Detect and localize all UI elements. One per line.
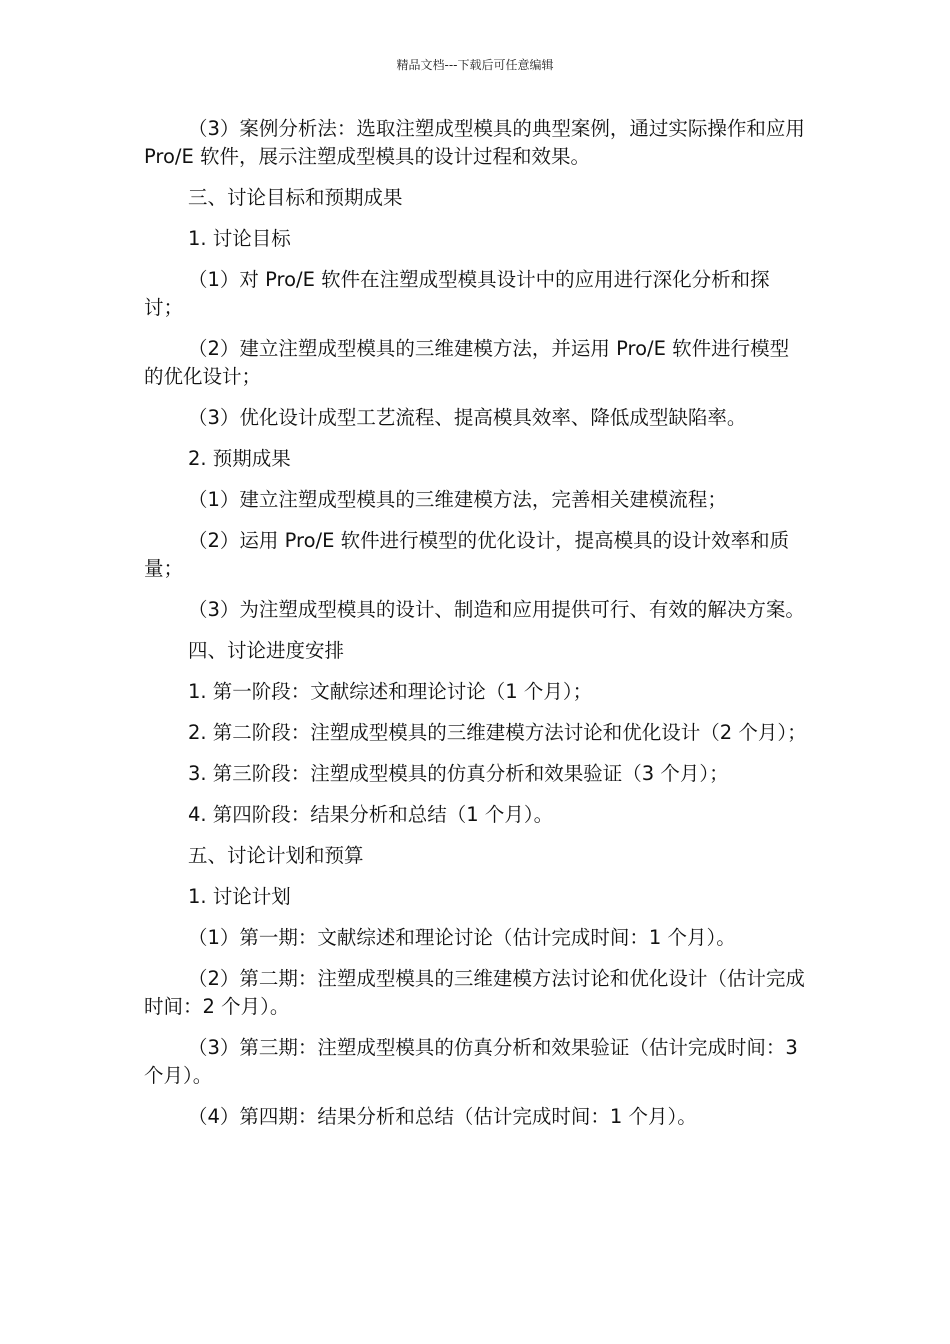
list-item-goal-3: （3）优化设计成型工艺流程、提高模具效率、降低成型缺陷率。 bbox=[188, 406, 747, 429]
list-item-phase-1: （1）第一期：文献综述和理论讨论（估计完成时间：1 个月）。 bbox=[188, 926, 736, 949]
subheading-research-goals: 1. 讨论目标 bbox=[188, 227, 291, 250]
section-heading-plan-and-budget: 五、讨论计划和预算 bbox=[188, 844, 364, 867]
subheading-research-plan: 1. 讨论计划 bbox=[188, 885, 291, 908]
list-item-outcome-2: （2）运用 Pro/E 软件进行模型的优化设计，提高模具的设计效率和质量； bbox=[144, 529, 790, 580]
section-heading-schedule: 四、讨论进度安排 bbox=[188, 639, 345, 662]
paragraph-case-analysis-method: （3）案例分析法：选取注塑成型模具的典型案例，通过实际操作和应用 Pro/E 软件，展示注塑成型模具的设计过程和效果。 bbox=[144, 117, 805, 168]
list-item-goal-2: （2）建立注塑成型模具的三维建模方法，并运用 Pro/E 软件进行模型的优化设计； bbox=[144, 337, 790, 388]
list-item-stage-2: 2. 第二阶段：注塑成型模具的三维建模方法讨论和优化设计（2 个月）； bbox=[188, 721, 807, 744]
list-item-outcome-1: （1）建立注塑成型模具的三维建模方法，完善相关建模流程； bbox=[188, 488, 727, 511]
list-item-goal-1: （1）对 Pro/E 软件在注塑成型模具设计中的应用进行深化分析和探讨； bbox=[144, 268, 770, 319]
subheading-expected-outcomes: 2. 预期成果 bbox=[188, 447, 291, 470]
list-item-stage-1: 1. 第一阶段：文献综述和理论讨论（1 个月）； bbox=[188, 680, 593, 703]
list-item-outcome-3: （3）为注塑成型模具的设计、制造和应用提供可行、有效的解决方案。 bbox=[188, 598, 805, 621]
document-body bbox=[144, 115, 808, 1144]
section-heading-goals-and-outcomes: 三、讨论目标和预期成果 bbox=[188, 186, 403, 209]
list-item-stage-3: 3. 第三阶段：注塑成型模具的仿真分析和效果验证（3 个月）； bbox=[188, 762, 729, 785]
page-header: 精品文档---下载后可任意编辑 bbox=[396, 58, 554, 72]
list-item-phase-3: （3）第三期：注塑成型模具的仿真分析和效果验证（估计完成时间：3 个月）。 bbox=[144, 1036, 798, 1087]
list-item-stage-4: 4. 第四阶段：结果分析和总结（1 个月）。 bbox=[188, 803, 554, 826]
list-item-phase-4: （4）第四期：结果分析和总结（估计完成时间：1 个月）。 bbox=[188, 1105, 697, 1128]
list-item-phase-2: （2）第二期：注塑成型模具的三维建模方法讨论和优化设计（估计完成时间：2 个月）。 bbox=[144, 967, 805, 1018]
